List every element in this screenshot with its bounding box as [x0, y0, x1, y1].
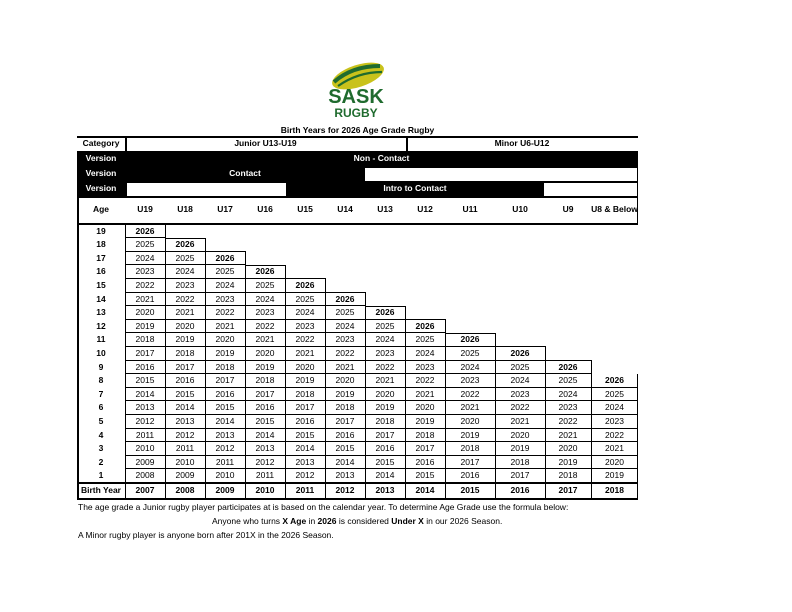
- year-cell: 2015: [295, 429, 315, 440]
- year-cell: 2019: [460, 429, 480, 440]
- year-cell: 2022: [415, 375, 435, 386]
- year-cell: 2023: [375, 347, 395, 358]
- year-cell: 2025: [215, 266, 235, 277]
- stair-edge: [445, 319, 446, 333]
- birth-year-cell: 2018: [605, 485, 624, 496]
- sask-rugby-logo: [322, 60, 390, 122]
- year-cell: 2012: [295, 470, 315, 481]
- intro-contact-label: Intro to Contact: [383, 183, 447, 193]
- version-rule: [544, 181, 638, 183]
- birth-column-rule: [205, 482, 206, 500]
- year-cell: 2022: [510, 402, 530, 413]
- year-cell: 2014: [335, 456, 355, 467]
- birth-year-cell: 2015: [460, 485, 480, 496]
- year-cell: 2023: [215, 293, 235, 304]
- year-cell: 2012: [255, 456, 275, 467]
- year-cell: 2025: [335, 307, 355, 318]
- year-cell: 2019: [295, 375, 315, 386]
- year-cell: 2025: [558, 375, 578, 386]
- year-cell: 2017: [415, 443, 435, 454]
- age-cell: 18: [96, 239, 106, 250]
- year-cell: 2015: [215, 402, 235, 413]
- year-cell: 2020: [255, 347, 275, 358]
- year-cell: 2023: [175, 279, 195, 290]
- year-cell: 2022: [375, 361, 395, 372]
- version-label: Version: [85, 153, 117, 163]
- grade-header-u11: U11: [462, 204, 478, 214]
- year-cell: 2016: [215, 388, 235, 399]
- year-cell: 2025: [175, 252, 195, 263]
- year-cell: 2024: [295, 307, 315, 318]
- year-cell: 2022: [605, 429, 624, 440]
- year-cell: 2016: [295, 415, 315, 426]
- stair-top: [285, 278, 325, 279]
- year-cell: 2023: [415, 361, 435, 372]
- year-cell: 2023: [460, 375, 480, 386]
- year-cell: 2020: [510, 429, 530, 440]
- year-cell: 2026: [558, 361, 578, 372]
- year-cell: 2013: [215, 429, 235, 440]
- year-cell: 2024: [175, 266, 195, 277]
- year-cell: 2019: [375, 402, 395, 413]
- stair-top: [545, 360, 591, 361]
- year-cell: 2020: [335, 375, 355, 386]
- stair-edge: [591, 360, 592, 374]
- birth-year-cell: 2014: [415, 485, 435, 496]
- birth-year-cell: 2007: [135, 485, 155, 496]
- year-cell: 2021: [255, 334, 275, 345]
- year-cell: 2012: [135, 415, 155, 426]
- year-cell: 2011: [215, 456, 235, 467]
- year-cell: 2019: [415, 415, 435, 426]
- stair-edge: [245, 251, 246, 265]
- year-cell: 2023: [295, 320, 315, 331]
- note-line-3: A Minor rugby player is anyone born after 201X in the 2026 Season.: [78, 530, 334, 540]
- category-label: Category: [82, 138, 120, 148]
- non-contact-label: Non - Contact: [353, 153, 410, 163]
- grade-header-u9: U9: [562, 204, 574, 214]
- year-cell: 2026: [255, 266, 275, 277]
- stair-top: [245, 265, 285, 266]
- birth-year-label: Birth Year: [80, 485, 121, 496]
- column-rule: [245, 265, 246, 483]
- year-cell: 2024: [510, 375, 530, 386]
- stair-top: [495, 346, 545, 347]
- year-cell: 2016: [415, 456, 435, 467]
- logo-text-rugby: RUGBY: [334, 106, 378, 120]
- year-cell: 2016: [335, 429, 355, 440]
- stair-edge: [405, 306, 406, 320]
- age-cell: 9: [98, 361, 104, 372]
- column-rule: [545, 360, 546, 482]
- year-cell: 2010: [215, 470, 235, 481]
- year-cell: 2026: [175, 239, 195, 250]
- column-rule: [285, 278, 286, 482]
- year-cell: 2014: [215, 415, 235, 426]
- year-cell: 2020: [415, 402, 435, 413]
- grade-header-u17: U17: [217, 204, 233, 214]
- year-cell: 2016: [175, 375, 195, 386]
- category-divider: [125, 136, 127, 151]
- category-divider: [406, 136, 408, 151]
- year-cell: 2020: [375, 388, 395, 399]
- year-cell: 2013: [335, 470, 355, 481]
- year-cell: 2026: [215, 252, 235, 263]
- birth-year-cell: 2011: [295, 485, 315, 496]
- year-cell: 2024: [415, 347, 435, 358]
- year-cell: 2025: [510, 361, 530, 372]
- year-cell: 2018: [375, 415, 395, 426]
- birth-column-rule: [591, 482, 592, 500]
- birth-column-rule: [495, 482, 496, 500]
- grade-header-u13: U13: [377, 204, 393, 214]
- column-rule: [165, 238, 166, 483]
- age-cell: 6: [98, 402, 104, 413]
- birth-year-cell: 2012: [335, 485, 355, 496]
- stair-edge: [205, 238, 206, 252]
- birth-column-rule: [445, 482, 446, 500]
- minor-label: Minor U6-U12: [494, 138, 550, 148]
- birth-year-table: [77, 136, 638, 500]
- birth-column-rule: [285, 482, 286, 500]
- age-cell: 12: [96, 320, 106, 331]
- note-line-1: The age grade a Junior rugby player participates at is based on the calendar year. To determine Age Grade use the formula below:: [78, 502, 569, 512]
- year-cell: 2011: [255, 470, 275, 481]
- year-cell: 2024: [255, 293, 275, 304]
- year-cell: 2021: [558, 429, 578, 440]
- year-cell: 2010: [175, 456, 195, 467]
- version-bottom-rule: [77, 196, 638, 198]
- age-cell: 5: [98, 415, 104, 426]
- birth-column-rule: [325, 482, 326, 500]
- year-cell: 2025: [375, 320, 395, 331]
- year-cell: 2020: [175, 320, 195, 331]
- birth-right: [637, 482, 639, 500]
- year-cell: 2015: [335, 443, 355, 454]
- birth-column-rule: [125, 482, 126, 500]
- logo-text-sask: SASK: [328, 86, 384, 108]
- age-cell: 17: [96, 252, 106, 263]
- year-cell: 2018: [415, 429, 435, 440]
- year-cell: 2021: [295, 347, 315, 358]
- junior-label: Junior U13-U19: [234, 138, 297, 148]
- grade-header-u12: U12: [417, 204, 433, 214]
- age-cell: 8: [98, 375, 104, 386]
- year-cell: 2024: [375, 334, 395, 345]
- year-cell: 2022: [295, 334, 315, 345]
- year-cell: 2025: [415, 334, 435, 345]
- year-cell: 2019: [175, 334, 195, 345]
- birth-year-cell: 2010: [255, 485, 275, 496]
- year-cell: 2017: [295, 402, 315, 413]
- page-title: Birth Years for 2026 Age Grade Rugby: [280, 125, 435, 135]
- year-cell: 2018: [255, 375, 275, 386]
- year-cell: 2021: [375, 375, 395, 386]
- age-cell: 13: [96, 307, 106, 318]
- age-cell: 19: [96, 225, 106, 236]
- column-rule: [405, 319, 406, 482]
- year-cell: 2024: [460, 361, 480, 372]
- year-cell: 2026: [335, 293, 355, 304]
- contact-label: Contact: [229, 168, 261, 178]
- year-cell: 2021: [605, 443, 624, 454]
- version-rule: [637, 166, 639, 181]
- year-cell: 2014: [295, 443, 315, 454]
- year-cell: 2017: [215, 375, 235, 386]
- year-cell: 2013: [255, 443, 275, 454]
- year-cell: 2008: [135, 470, 155, 481]
- year-cell: 2021: [510, 415, 530, 426]
- stair-edge: [165, 224, 166, 238]
- birth-year-cell: 2008: [175, 485, 195, 496]
- year-cell: 2020: [215, 334, 235, 345]
- year-cell: 2018: [335, 402, 355, 413]
- year-cell: 2017: [135, 347, 155, 358]
- stair-edge: [495, 333, 496, 347]
- age-cell: 15: [96, 279, 106, 290]
- age-cell: 14: [96, 293, 106, 304]
- stair-edge: [365, 292, 366, 306]
- year-cell: 2025: [460, 347, 480, 358]
- year-cell: 2017: [255, 388, 275, 399]
- year-cell: 2026: [375, 307, 395, 318]
- stair-top: [445, 333, 495, 334]
- year-cell: 2014: [255, 429, 275, 440]
- year-cell: 2012: [175, 429, 195, 440]
- year-cell: 2015: [255, 415, 275, 426]
- column-rule: [365, 306, 366, 483]
- year-cell: 2014: [175, 402, 195, 413]
- age-cell: 10: [96, 347, 106, 358]
- version-rule: [125, 181, 127, 196]
- year-cell: 2024: [335, 320, 355, 331]
- stair-top: [365, 306, 405, 307]
- age-header: Age: [92, 204, 110, 214]
- age-cell: 1: [98, 470, 104, 481]
- year-cell: 2021: [460, 402, 480, 413]
- year-cell: 2021: [335, 361, 355, 372]
- birth-column-rule: [165, 482, 166, 500]
- year-cell: 2025: [135, 239, 155, 250]
- year-cell: 2014: [375, 470, 395, 481]
- year-cell: 2017: [460, 456, 480, 467]
- year-cell: 2018: [215, 361, 235, 372]
- year-cell: 2015: [415, 470, 435, 481]
- year-cell: 2009: [135, 456, 155, 467]
- year-cell: 2019: [335, 388, 355, 399]
- year-cell: 2016: [135, 361, 155, 372]
- table-left-edge: [77, 224, 79, 482]
- year-cell: 2017: [375, 429, 395, 440]
- year-cell: 2018: [135, 334, 155, 345]
- column-rule: [591, 374, 592, 483]
- age-cell: 3: [98, 443, 104, 454]
- year-cell: 2022: [558, 415, 578, 426]
- birth-year-cell: 2016: [510, 485, 530, 496]
- age-cell: 2: [98, 456, 104, 467]
- grade-header-u16: U16: [257, 204, 273, 214]
- year-cell: 2023: [135, 266, 155, 277]
- year-cell: 2025: [255, 279, 275, 290]
- year-cell: 2011: [175, 443, 195, 454]
- year-cell: 2010: [135, 443, 155, 454]
- year-cell: 2020: [605, 456, 624, 467]
- year-cell: 2018: [558, 470, 578, 481]
- stair-top: [125, 224, 165, 225]
- column-rule: [495, 346, 496, 482]
- year-cell: 2024: [215, 279, 235, 290]
- grade-header-u8-below: U8 & Below: [591, 204, 638, 214]
- year-cell: 2019: [605, 470, 624, 481]
- stair-edge: [545, 346, 546, 360]
- grade-header-u18: U18: [177, 204, 193, 214]
- year-cell: 2021: [175, 307, 195, 318]
- year-cell: 2016: [255, 402, 275, 413]
- year-cell: 2018: [175, 347, 195, 358]
- year-cell: 2022: [460, 388, 480, 399]
- birth-year-cell: 2009: [215, 485, 235, 496]
- year-cell: 2019: [135, 320, 155, 331]
- year-cell: 2023: [255, 307, 275, 318]
- age-cell: 11: [96, 334, 106, 345]
- age-column-rule: [125, 224, 127, 482]
- year-cell: 2015: [375, 456, 395, 467]
- year-cell: 2015: [135, 375, 155, 386]
- stair-edge: [325, 278, 326, 292]
- year-cell: 2019: [215, 347, 235, 358]
- stair-top: [325, 292, 365, 293]
- column-rule: [205, 251, 206, 482]
- column-rule: [445, 333, 446, 483]
- version-label: Version: [85, 183, 117, 193]
- table-right-edge: [637, 374, 639, 483]
- year-cell: 2022: [255, 320, 275, 331]
- year-cell: 2021: [215, 320, 235, 331]
- year-cell: 2023: [558, 402, 578, 413]
- year-cell: 2013: [295, 456, 315, 467]
- age-cell: 7: [98, 388, 104, 399]
- birth-column-rule: [405, 482, 406, 500]
- year-cell: 2022: [335, 347, 355, 358]
- birth-year-cell: 2017: [558, 485, 578, 496]
- birth-year-cell: 2013: [375, 485, 395, 496]
- year-cell: 2017: [510, 470, 530, 481]
- version-label: Version: [85, 168, 117, 178]
- year-cell: 2022: [135, 279, 155, 290]
- stair-top: [405, 319, 445, 320]
- version-rule: [637, 181, 639, 196]
- stair-top: [165, 238, 205, 239]
- rugby-ball-icon: [322, 60, 390, 122]
- year-cell: 2024: [558, 388, 578, 399]
- year-cell: 2026: [295, 279, 315, 290]
- version-rule: [365, 166, 638, 168]
- year-cell: 2021: [415, 388, 435, 399]
- year-cell: 2021: [135, 293, 155, 304]
- birth-bottom-rule: [77, 498, 638, 500]
- year-cell: 2023: [335, 334, 355, 345]
- year-cell: 2018: [510, 456, 530, 467]
- year-cell: 2025: [295, 293, 315, 304]
- year-cell: 2024: [605, 402, 624, 413]
- birth-column-rule: [245, 482, 246, 500]
- year-cell: 2026: [460, 334, 480, 345]
- grade-header-u14: U14: [337, 204, 353, 214]
- year-cell: 2018: [295, 388, 315, 399]
- year-cell: 2023: [605, 415, 624, 426]
- grade-header-u19: U19: [137, 204, 153, 214]
- birth-column-rule: [365, 482, 366, 500]
- year-cell: 2016: [375, 443, 395, 454]
- age-cell: 4: [98, 429, 104, 440]
- stair-top: [205, 251, 245, 252]
- year-cell: 2020: [135, 307, 155, 318]
- year-cell: 2015: [175, 388, 195, 399]
- year-cell: 2026: [605, 375, 624, 386]
- year-cell: 2026: [415, 320, 435, 331]
- year-cell: 2022: [175, 293, 195, 304]
- year-cell: 2019: [255, 361, 275, 372]
- birth-left: [77, 482, 79, 500]
- year-cell: 2019: [558, 456, 578, 467]
- year-cell: 2014: [135, 388, 155, 399]
- year-cell: 2011: [135, 429, 155, 440]
- year-cell: 2013: [175, 415, 195, 426]
- grade-header-u10: U10: [512, 204, 528, 214]
- year-cell: 2026: [510, 347, 530, 358]
- year-cell: 2009: [175, 470, 195, 481]
- year-cell: 2024: [135, 252, 155, 263]
- year-cell: 2018: [460, 443, 480, 454]
- year-cell: 2020: [460, 415, 480, 426]
- column-rule: [325, 292, 326, 482]
- year-cell: 2020: [295, 361, 315, 372]
- year-cell: 2023: [510, 388, 530, 399]
- birth-column-rule: [545, 482, 546, 500]
- year-cell: 2016: [460, 470, 480, 481]
- note-line-2: Anyone who turns X Age in 2026 is considered Under X in our 2026 Season.: [212, 516, 503, 526]
- age-cell: 16: [96, 266, 106, 277]
- version-rule: [125, 181, 286, 183]
- year-cell: 2019: [510, 443, 530, 454]
- year-cell: 2013: [135, 402, 155, 413]
- year-cell: 2020: [558, 443, 578, 454]
- year-cell: 2025: [605, 388, 624, 399]
- year-cell: 2012: [215, 443, 235, 454]
- year-cell: 2017: [335, 415, 355, 426]
- grade-header-u15: U15: [297, 204, 313, 214]
- year-cell: 2017: [175, 361, 195, 372]
- year-cell: 2022: [215, 307, 235, 318]
- stair-edge: [285, 265, 286, 279]
- year-cell: 2026: [135, 225, 155, 236]
